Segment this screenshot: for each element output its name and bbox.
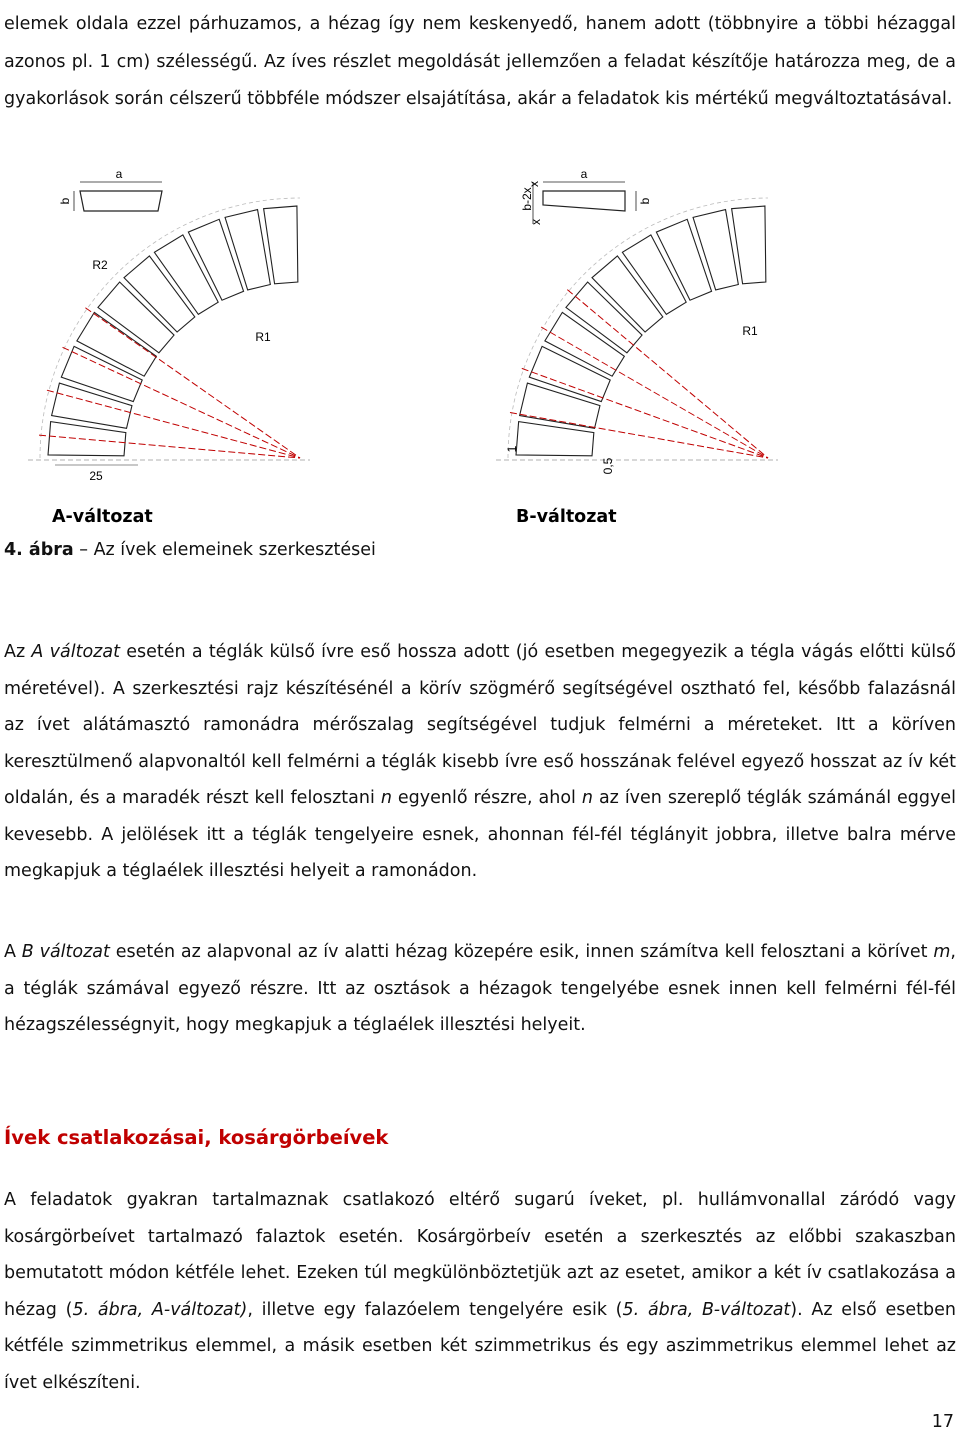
r2-label: R2 [92, 258, 108, 272]
brick-detail-a [80, 191, 162, 211]
brick-detail-b [543, 191, 625, 211]
arch-construction-figure [0, 150, 960, 570]
figure-number: 4. ábra [4, 540, 74, 560]
r1-label: R1 [255, 330, 271, 344]
dim-b-label: b [58, 197, 72, 205]
variant-b-paragraph: A B változat esetén az alapvonal az ív alatti hézag közepére esik, innen számítva kell felosztani a körívet m, a téglák számával egyező részre. Itt az osztások a hézagok tengelyébe esnek innen kell felmérni fél-fél hézagszélességnyit, hogy megkapjuk a téglaélek illesztési helyeit. [4, 942, 956, 1035]
variant-b-drawing [496, 167, 778, 474]
r1-label-b: R1 [742, 324, 758, 338]
variant-a-label: A-változat [52, 507, 153, 527]
variant-a-drawing [28, 167, 310, 483]
dim-x-bottom-label: x [529, 219, 543, 225]
variant-a-paragraph: Az A változat esetén a téglák külső ívre eső hossza adott (jó esetben megegyezik a tégla vágás előtti külső méretével). A szerkesztési rajz készítésénél a körív szögmérő segítségével osztható fel, később falazásnál az ívet alátámasztó ramonádra mérőszalag segítségével tudjuk felmérni a méreteket. Itt a köríven keresztülmenő alapvonaltól kell felmérni a téglák kisebb ívre eső hosszának felével egyező hosszat az ív két oldalán, és a maradék részt kell felosztani n egyenlő részre, ahol n az íven szereplő téglák számánál eggyel kevesebb. A jelölések itt a téglák tengelyeire esnek, ahonnan fél-fél téglányit jobbra, illetve balra mérve megkapjuk a téglaélek illesztési helyeit a ramonádon. [4, 642, 956, 881]
intro-paragraph: elemek oldala ezzel párhuzamos, a hézag így nem keskenyedő, hanem adott (többnyire a többi hézaggal azonos pl. 1 cm) szélességű. Az íves részlet megoldását jellemzően a feladat készítője határozza meg, de a gyakorlások során célszerű többféle módszer elsajátítása, akár a feladatok kis mértékű megváltoztatásával. [4, 14, 956, 109]
figure-caption-text: – Az ívek elemeinek szerkesztései [73, 540, 376, 560]
section-heading: Ívek csatlakozásai, kosárgörbeívek [4, 1126, 389, 1149]
joint-1-label: 1 [505, 445, 519, 453]
variant-b-label: B-változat [516, 507, 617, 527]
dim-x-top-label: x [527, 181, 541, 187]
figure-caption [4, 540, 376, 560]
dim-a-label-b: a [580, 167, 588, 181]
dim-b2x-label: b-2x [520, 187, 534, 211]
arch-joining-paragraph: A feladatok gyakran tartalmaznak csatlakozó eltérő sugarú íveket, pl. hullámvonallal záródó vagy kosárgörbeívet tartalmazó falaztok esetén. Kosárgörbeív esetén a szerkesztés az előbbi szakaszban bemutatott módon kétféle lehet. Ezeken túl megkülönböztetjük azt az esetet, amikor a két ív csatlakozása a hézag (5. ábra, A-változat), illetve egy falazóelem tengelyére esik (5. ábra, B-változat). Az első esetben kétféle szimmetrikus elemmel, a másik esetben két szimmetrikus és egy aszimmetrikus elemmel lehet az ívet elkészíteni. [4, 1190, 956, 1393]
dim-a-label: a [115, 167, 123, 181]
page-number: 17 [931, 1412, 954, 1432]
joint-label: 25 [89, 469, 103, 483]
joint-05-label: 0,5 [601, 457, 615, 475]
dim-b-label-b: b [638, 197, 652, 205]
